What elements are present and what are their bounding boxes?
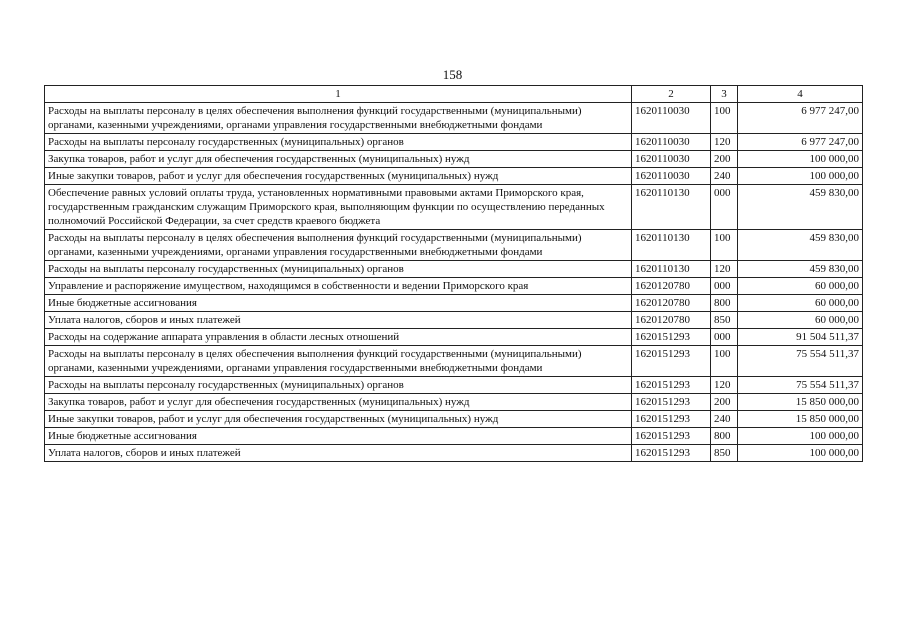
csr-code-cell: 1620151293 [632,346,711,377]
name-cell: Уплата налогов, сборов и иных платежей [45,445,632,462]
expense-type-cell: 100 [711,346,738,377]
name-cell: Управление и распоряжение имуществом, находящимся в собственности и ведении Приморского края [45,278,632,295]
amount-cell: 100 000,00 [738,151,863,168]
column-header-csr: 2 [632,86,711,103]
csr-code-cell: 1620110030 [632,151,711,168]
column-header-name: 1 [45,86,632,103]
name-cell: Обеспечение равных условий оплаты труда, установленных нормативными правовыми актами Приморского края, государственным гражданским служащим Приморского края, выполняющим функции по осуществлению переданных полномочий Российской Федерации, за счет средств краевого бюджета [45,185,632,230]
amount-cell: 75 554 511,37 [738,377,863,394]
amount-cell: 60 000,00 [738,278,863,295]
expense-type-cell: 000 [711,278,738,295]
expense-type-cell: 120 [711,261,738,278]
column-header-amount: 4 [738,86,863,103]
csr-code-cell: 1620151293 [632,394,711,411]
expense-type-cell: 240 [711,411,738,428]
csr-code-cell: 1620110030 [632,134,711,151]
name-cell: Расходы на содержание аппарата управления в области лесных отношений [45,329,632,346]
name-cell: Иные закупки товаров, работ и услуг для обеспечения государственных (муниципальных) нужд [45,168,632,185]
name-cell: Уплата налогов, сборов и иных платежей [45,312,632,329]
name-cell: Расходы на выплаты персоналу государственных (муниципальных) органов [45,261,632,278]
expense-type-cell: 200 [711,394,738,411]
page-number: 158 [442,67,463,82]
header-row [45,86,863,103]
expense-type-cell: 000 [711,329,738,346]
table-row [45,103,863,134]
table-row [45,151,863,168]
csr-code-cell: 1620110030 [632,168,711,185]
amount-cell: 6 977 247,00 [738,134,863,151]
amount-cell: 60 000,00 [738,312,863,329]
name-cell: Иные закупки товаров, работ и услуг для обеспечения государственных (муниципальных) нужд [45,411,632,428]
budget-table [44,85,863,462]
table-row [45,230,863,261]
amount-cell: 100 000,00 [738,168,863,185]
name-cell: Закупка товаров, работ и услуг для обеспечения государственных (муниципальных) нужд [45,394,632,411]
table-body [45,103,863,462]
expense-type-cell: 240 [711,168,738,185]
csr-code-cell: 1620120780 [632,278,711,295]
csr-code-cell: 1620110030 [632,103,711,134]
csr-code-cell: 1620110130 [632,230,711,261]
table-row [45,394,863,411]
amount-cell: 459 830,00 [738,261,863,278]
amount-cell: 100 000,00 [738,445,863,462]
table-row [45,134,863,151]
csr-code-cell: 1620151293 [632,411,711,428]
amount-cell: 459 830,00 [738,185,863,230]
expense-type-cell: 100 [711,230,738,261]
expense-type-cell: 200 [711,151,738,168]
table-row [45,312,863,329]
name-cell: Расходы на выплаты персоналу в целях обеспечения выполнения функций государственными (муниципальными) органами, казенными учреждениями, органами управления государственными внебюджетными фондами [45,103,632,134]
amount-cell: 91 504 511,37 [738,329,863,346]
csr-code-cell: 1620151293 [632,377,711,394]
csr-code-cell: 1620151293 [632,428,711,445]
name-cell: Расходы на выплаты персоналу в целях обеспечения выполнения функций государственными (муниципальными) органами, казенными учреждениями, органами управления государственными внебюджетными фондами [45,230,632,261]
column-header-vr: 3 [711,86,738,103]
csr-code-cell: 1620110130 [632,261,711,278]
csr-code-cell: 1620120780 [632,295,711,312]
expense-type-cell: 850 [711,312,738,329]
expense-type-cell: 800 [711,295,738,312]
expense-type-cell: 850 [711,445,738,462]
amount-cell: 15 850 000,00 [738,394,863,411]
csr-code-cell: 1620120780 [632,312,711,329]
name-cell: Расходы на выплаты персоналу государственных (муниципальных) органов [45,134,632,151]
name-cell: Иные бюджетные ассигнования [45,428,632,445]
table-row [45,428,863,445]
table-row [45,295,863,312]
amount-cell: 60 000,00 [738,295,863,312]
amount-cell: 100 000,00 [738,428,863,445]
table-row [45,329,863,346]
csr-code-cell: 1620151293 [632,445,711,462]
amount-cell: 459 830,00 [738,230,863,261]
amount-cell: 75 554 511,37 [738,346,863,377]
csr-code-cell: 1620151293 [632,329,711,346]
table-row [45,346,863,377]
expense-type-cell: 120 [711,377,738,394]
expense-type-cell: 120 [711,134,738,151]
table-row [45,185,863,230]
csr-code-cell: 1620110130 [632,185,711,230]
name-cell: Закупка товаров, работ и услуг для обеспечения государственных (муниципальных) нужд [45,151,632,168]
table-row [45,261,863,278]
table-row [45,278,863,295]
amount-cell: 6 977 247,00 [738,103,863,134]
table-row [45,411,863,428]
name-cell: Расходы на выплаты персоналу в целях обеспечения выполнения функций государственными (муниципальными) органами, казенными учреждениями, органами управления государственными внебюджетными фондами [45,346,632,377]
table-row [45,445,863,462]
amount-cell: 15 850 000,00 [738,411,863,428]
name-cell: Иные бюджетные ассигнования [45,295,632,312]
name-cell: Расходы на выплаты персоналу государственных (муниципальных) органов [45,377,632,394]
expense-type-cell: 000 [711,185,738,230]
table-row [45,377,863,394]
expense-type-cell: 800 [711,428,738,445]
expense-type-cell: 100 [711,103,738,134]
table-row [45,168,863,185]
